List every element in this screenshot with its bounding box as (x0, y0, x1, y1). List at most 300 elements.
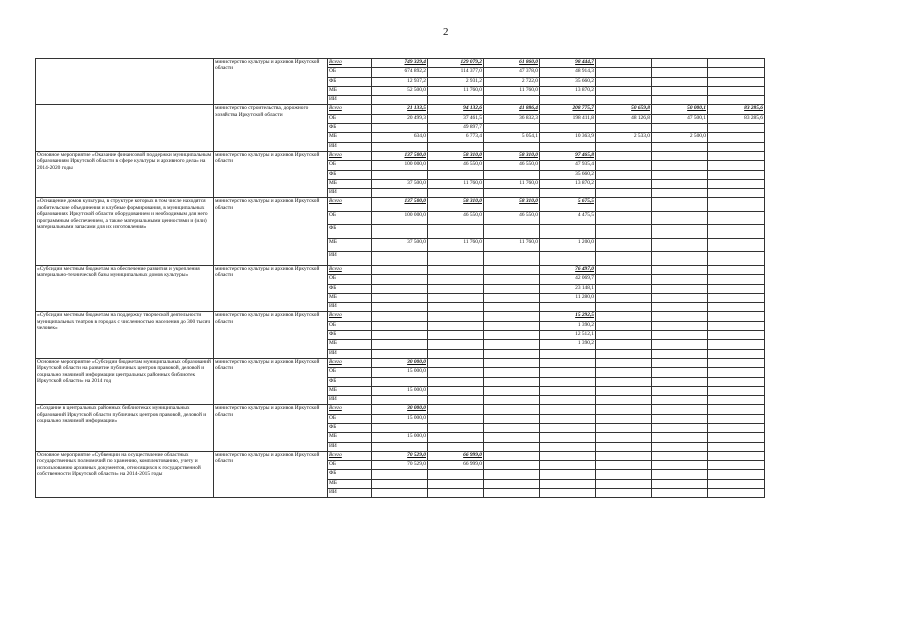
amount-cell (372, 340, 428, 349)
amount-cell: 50 000,1 (652, 105, 708, 114)
amount-cell (708, 96, 765, 105)
amount-cell: 37 500,0 (372, 238, 428, 252)
amount-cell: 46 550,0 (484, 161, 540, 170)
amount-cell (652, 96, 708, 105)
amount-cell (596, 303, 652, 312)
amount-cell (484, 386, 540, 395)
amount-cell (428, 293, 484, 302)
amount-cell: 12 512,1 (540, 331, 596, 340)
amount-cell (484, 225, 540, 239)
table-row (36, 105, 765, 114)
funding-source: ОБ (328, 161, 372, 170)
amount-cell (540, 424, 596, 433)
funding-source: ИИ (328, 142, 372, 151)
amount-cell (652, 142, 708, 151)
amount-cell (596, 68, 652, 77)
amount-cell (652, 77, 708, 86)
amount-cell: 11 760,0 (428, 238, 484, 252)
amount-cell: 100 000,0 (372, 211, 428, 225)
amount-cell (652, 86, 708, 95)
amount-cell (596, 124, 652, 133)
amount-cell (484, 433, 540, 442)
amount-cell: 100 000,0 (372, 161, 428, 170)
amount-cell (596, 77, 652, 86)
amount-cell (428, 303, 484, 312)
amount-cell (372, 293, 428, 302)
amount-cell: 48 126,8 (596, 114, 652, 123)
table-row (36, 59, 765, 68)
amount-cell (372, 170, 428, 179)
amount-cell (372, 396, 428, 405)
amount-cell (652, 442, 708, 451)
table-row (36, 312, 765, 321)
amount-cell: 21 133,5 (372, 105, 428, 114)
amount-cell (372, 377, 428, 386)
amount-cell (428, 489, 484, 498)
funding-source: МБ (328, 293, 372, 302)
amount-cell: 11 280,0 (540, 293, 596, 302)
amount-cell (596, 433, 652, 442)
amount-cell (708, 275, 765, 284)
amount-cell (484, 442, 540, 451)
funding-source: ИИ (328, 489, 372, 498)
amount-cell (540, 396, 596, 405)
amount-cell: 76 497,0 (540, 265, 596, 274)
amount-cell (428, 414, 484, 423)
amount-cell: 35 660,2 (540, 170, 596, 179)
funding-source: ИИ (328, 396, 372, 405)
amount-cell: 58 310,0 (428, 198, 484, 212)
amount-cell (540, 124, 596, 133)
amount-cell (652, 252, 708, 266)
amount-cell (708, 293, 765, 302)
amount-cell: 1 390,2 (540, 321, 596, 330)
amount-cell (372, 96, 428, 105)
amount-cell (652, 386, 708, 395)
amount-cell (372, 489, 428, 498)
amount-cell (540, 470, 596, 479)
amount-cell (652, 368, 708, 377)
amount-cell (708, 331, 765, 340)
amount-cell: 114 377,0 (428, 68, 484, 77)
amount-cell: 5 054,1 (484, 133, 540, 142)
amount-cell (540, 303, 596, 312)
amount-cell: 208 775,7 (540, 105, 596, 114)
amount-cell (372, 265, 428, 274)
amount-cell (540, 358, 596, 367)
funding-source: Всего (328, 59, 372, 68)
amount-cell (540, 377, 596, 386)
amount-cell: 48 914,3 (540, 68, 596, 77)
table-row (36, 405, 765, 414)
amount-cell (708, 124, 765, 133)
amount-cell (372, 284, 428, 293)
amount-cell: 42 069,7 (540, 275, 596, 284)
amount-cell (652, 124, 708, 133)
amount-cell (540, 433, 596, 442)
amount-cell (708, 284, 765, 293)
responsible-executor: министерство культуры и архивов Иркутской области (214, 59, 328, 105)
amount-cell (652, 59, 708, 68)
funding-source: ОБ (328, 321, 372, 330)
amount-cell (596, 96, 652, 105)
amount-cell (484, 479, 540, 488)
amount-cell (708, 349, 765, 358)
amount-cell: 137 500,0 (372, 151, 428, 160)
activity-description: Основное мероприятие «Субсидии бюджетам муниципальных образований Иркутской области на развитие публичных центров правовой, деловой и социально значимой информации центральных районных библиотек Иркутской области» на 2014 год (36, 358, 214, 404)
amount-cell (428, 225, 484, 239)
amount-cell: 47 378,0 (484, 68, 540, 77)
amount-cell: 2 722,0 (484, 77, 540, 86)
amount-cell: 94 132,6 (428, 105, 484, 114)
amount-cell (596, 275, 652, 284)
amount-cell (372, 124, 428, 133)
amount-cell: 4 475,5 (540, 211, 596, 225)
amount-cell (428, 96, 484, 105)
amount-cell (708, 225, 765, 239)
funding-source: ОБ (328, 368, 372, 377)
amount-cell (596, 451, 652, 460)
activity-description (36, 105, 214, 151)
amount-cell (372, 470, 428, 479)
amount-cell (652, 68, 708, 77)
amount-cell (652, 151, 708, 160)
funding-source: ИИ (328, 96, 372, 105)
funding-source: Всего (328, 151, 372, 160)
amount-cell (652, 349, 708, 358)
amount-cell (596, 189, 652, 198)
amount-cell (428, 424, 484, 433)
amount-cell (596, 312, 652, 321)
amount-cell: 58 310,0 (484, 198, 540, 212)
funding-source: ФБ (328, 470, 372, 479)
amount-cell: 98 444,7 (540, 59, 596, 68)
funding-source: ИИ (328, 349, 372, 358)
amount-cell (484, 461, 540, 470)
amount-cell (708, 321, 765, 330)
amount-cell: 13 870,2 (540, 86, 596, 95)
amount-cell (708, 77, 765, 86)
funding-source: ФБ (328, 331, 372, 340)
amount-cell: 674 892,2 (372, 68, 428, 77)
amount-cell (372, 349, 428, 358)
amount-cell: 66 999,0 (428, 451, 484, 460)
amount-cell (652, 189, 708, 198)
amount-cell (484, 489, 540, 498)
amount-cell (372, 189, 428, 198)
amount-cell (596, 293, 652, 302)
amount-cell (596, 489, 652, 498)
amount-cell (484, 96, 540, 105)
funding-source: ФБ (328, 284, 372, 293)
amount-cell (596, 142, 652, 151)
amount-cell (484, 252, 540, 266)
amount-cell (652, 414, 708, 423)
amount-cell (596, 238, 652, 252)
amount-cell (596, 265, 652, 274)
table-row (36, 451, 765, 460)
amount-cell (708, 479, 765, 488)
amount-cell: 50 659,8 (596, 105, 652, 114)
amount-cell: 46 550,0 (428, 211, 484, 225)
funding-source: МБ (328, 433, 372, 442)
amount-cell (540, 142, 596, 151)
responsible-executor: министерство культуры и архивов Иркутской области (214, 358, 328, 404)
amount-cell (708, 211, 765, 225)
amount-cell (708, 470, 765, 479)
responsible-executor: министерство культуры и архивов Иркутской области (214, 405, 328, 451)
amount-cell: 70 529,0 (372, 451, 428, 460)
responsible-executor: министерство культуры и архивов Иркутской области (214, 265, 328, 311)
amount-cell: 10 363,9 (540, 133, 596, 142)
activity-description (36, 59, 214, 105)
amount-cell (484, 358, 540, 367)
amount-cell (428, 142, 484, 151)
amount-cell (540, 349, 596, 358)
amount-cell (484, 396, 540, 405)
amount-cell (652, 238, 708, 252)
amount-cell (708, 461, 765, 470)
amount-cell: 11 760,0 (484, 179, 540, 188)
amount-cell (596, 414, 652, 423)
amount-cell (708, 489, 765, 498)
activity-description: «Создание в центральных районных библиотеках муниципальных образований Иркутской области публичных центров правовой, деловой и социально значимой информации» (36, 405, 214, 451)
amount-cell (428, 386, 484, 395)
amount-cell (596, 284, 652, 293)
amount-cell (540, 489, 596, 498)
amount-cell: 1 390,2 (540, 340, 596, 349)
amount-cell: 5 675,5 (540, 198, 596, 212)
amount-cell: 46 550,0 (484, 211, 540, 225)
amount-cell (540, 368, 596, 377)
amount-cell: 2 533,0 (596, 133, 652, 142)
amount-cell (596, 321, 652, 330)
amount-cell: 47 500,1 (652, 114, 708, 123)
amount-cell (484, 340, 540, 349)
budget-table (35, 58, 765, 498)
amount-cell (540, 252, 596, 266)
amount-cell (652, 405, 708, 414)
funding-source: ИИ (328, 442, 372, 451)
amount-cell: 137 500,0 (372, 198, 428, 212)
amount-cell (652, 396, 708, 405)
funding-source: МБ (328, 238, 372, 252)
amount-cell (372, 275, 428, 284)
amount-cell (596, 461, 652, 470)
activity-description: «Субсидии местным бюджетам на поддержку творческой деятельности муниципальных театров в городах с численностью населения до 300 тысяч человек» (36, 312, 214, 358)
amount-cell (652, 293, 708, 302)
funding-source: МБ (328, 179, 372, 188)
amount-cell (708, 414, 765, 423)
amount-cell (428, 252, 484, 266)
funding-source: Всего (328, 265, 372, 274)
amount-cell (596, 225, 652, 239)
funding-source: ИИ (328, 189, 372, 198)
amount-cell (428, 265, 484, 274)
amount-cell: 83 285,6 (708, 105, 765, 114)
amount-cell (652, 331, 708, 340)
amount-cell (596, 442, 652, 451)
amount-cell (484, 124, 540, 133)
amount-cell (540, 414, 596, 423)
funding-source: ИИ (328, 303, 372, 312)
amount-cell (708, 59, 765, 68)
amount-cell (596, 211, 652, 225)
amount-cell (652, 265, 708, 274)
funding-source: ОБ (328, 275, 372, 284)
amount-cell (652, 312, 708, 321)
amount-cell (596, 405, 652, 414)
activity-description: Основное мероприятие «Оказание финансовой поддержки муниципальным образованиям Иркутской области в сфере культуры и архивного дела» на 2014-2020 годы (36, 151, 214, 197)
amount-cell (484, 414, 540, 423)
amount-cell: 47 935,4 (540, 161, 596, 170)
responsible-executor: министерство культуры и архивов Иркутской области (214, 312, 328, 358)
amount-cell (428, 433, 484, 442)
responsible-executor: министерство культуры и архивов Иркутской области (214, 198, 328, 266)
amount-cell (428, 396, 484, 405)
amount-cell (708, 142, 765, 151)
amount-cell (596, 358, 652, 367)
amount-cell (652, 170, 708, 179)
amount-cell: 46 550,0 (428, 161, 484, 170)
amount-cell (708, 433, 765, 442)
amount-cell (484, 377, 540, 386)
amount-cell (372, 312, 428, 321)
amount-cell (708, 189, 765, 198)
amount-cell (708, 340, 765, 349)
amount-cell: 41 886,4 (484, 105, 540, 114)
amount-cell (484, 368, 540, 377)
amount-cell (428, 442, 484, 451)
amount-cell (484, 275, 540, 284)
amount-cell (596, 59, 652, 68)
responsible-executor: министерство строительства, дорожного хозяйства Иркутской области (214, 105, 328, 151)
amount-cell (484, 142, 540, 151)
amount-cell: 83 285,6 (708, 114, 765, 123)
amount-cell (428, 349, 484, 358)
responsible-executor: министерство культуры и архивов Иркутской области (214, 451, 328, 497)
amount-cell (596, 161, 652, 170)
amount-cell (428, 189, 484, 198)
amount-cell (652, 489, 708, 498)
amount-cell (708, 151, 765, 160)
funding-source: Всего (328, 312, 372, 321)
amount-cell (372, 442, 428, 451)
amount-cell (652, 358, 708, 367)
funding-source: ОБ (328, 211, 372, 225)
activity-description: «Оснащение домов культуры, в структуре которых в том числе находятся любительские объединения и клубные формирования, в муниципальных образованиях Иркутской области оборудованием и необходимым для него программным обеспечением, а также материальными ценностями и (или) материальными запасами для их изготовления» (36, 198, 214, 266)
amount-cell: 58 310,0 (484, 151, 540, 160)
amount-cell (652, 424, 708, 433)
funding-source: ИИ (328, 252, 372, 266)
amount-cell (652, 461, 708, 470)
amount-cell: 30 000,0 (372, 358, 428, 367)
amount-cell (484, 470, 540, 479)
amount-cell: 11 760,0 (484, 86, 540, 95)
amount-cell (484, 284, 540, 293)
amount-cell: 20 499,3 (372, 114, 428, 123)
amount-cell (540, 189, 596, 198)
amount-cell (372, 479, 428, 488)
table-row (36, 151, 765, 160)
amount-cell (708, 312, 765, 321)
amount-cell (540, 405, 596, 414)
funding-source: ОБ (328, 68, 372, 77)
amount-cell (540, 96, 596, 105)
amount-cell (652, 303, 708, 312)
amount-cell (596, 179, 652, 188)
amount-cell (652, 479, 708, 488)
amount-cell: 58 310,0 (428, 151, 484, 160)
amount-cell (708, 396, 765, 405)
amount-cell (708, 386, 765, 395)
amount-cell (428, 358, 484, 367)
funding-source: ФБ (328, 170, 372, 179)
amount-cell: 37 500,0 (372, 179, 428, 188)
page-number: 2 (443, 26, 449, 38)
amount-cell (596, 252, 652, 266)
amount-cell (596, 479, 652, 488)
amount-cell (540, 451, 596, 460)
amount-cell: 15 000,0 (372, 414, 428, 423)
amount-cell (596, 396, 652, 405)
amount-cell: 11 760,0 (484, 238, 540, 252)
amount-cell: 15 000,0 (372, 433, 428, 442)
funding-source: МБ (328, 86, 372, 95)
amount-cell (372, 252, 428, 266)
amount-cell: 15 000,0 (372, 368, 428, 377)
amount-cell (428, 170, 484, 179)
amount-cell (372, 225, 428, 239)
amount-cell (652, 179, 708, 188)
amount-cell (708, 161, 765, 170)
amount-cell (652, 433, 708, 442)
amount-cell: 15 000,0 (372, 386, 428, 395)
amount-cell: 13 870,2 (540, 179, 596, 188)
amount-cell (596, 340, 652, 349)
amount-cell (596, 331, 652, 340)
amount-cell (428, 368, 484, 377)
amount-cell (484, 170, 540, 179)
funding-source: ФБ (328, 424, 372, 433)
amount-cell: 66 999,0 (428, 461, 484, 470)
funding-source: Всего (328, 198, 372, 212)
table-row (36, 198, 765, 212)
amount-cell (652, 275, 708, 284)
amount-cell (708, 368, 765, 377)
amount-cell (596, 368, 652, 377)
funding-source: МБ (328, 133, 372, 142)
amount-cell: 12 937,2 (372, 77, 428, 86)
amount-cell: 6 773,4 (428, 133, 484, 142)
activity-description: «Субсидии местным бюджетам на обеспечение развития и укрепления материально-технической базы муниципальных домов культуры» (36, 265, 214, 311)
amount-cell: 37 461,5 (428, 114, 484, 123)
amount-cell (428, 275, 484, 284)
amount-cell (652, 225, 708, 239)
amount-cell (708, 303, 765, 312)
amount-cell (596, 86, 652, 95)
amount-cell: 35 660,2 (540, 77, 596, 86)
amount-cell: 30 000,0 (372, 405, 428, 414)
amount-cell (372, 142, 428, 151)
amount-cell (484, 405, 540, 414)
amount-cell: 11 760,0 (428, 179, 484, 188)
amount-cell (708, 238, 765, 252)
amount-cell (708, 358, 765, 367)
funding-source: ФБ (328, 225, 372, 239)
amount-cell (428, 340, 484, 349)
amount-cell (540, 442, 596, 451)
